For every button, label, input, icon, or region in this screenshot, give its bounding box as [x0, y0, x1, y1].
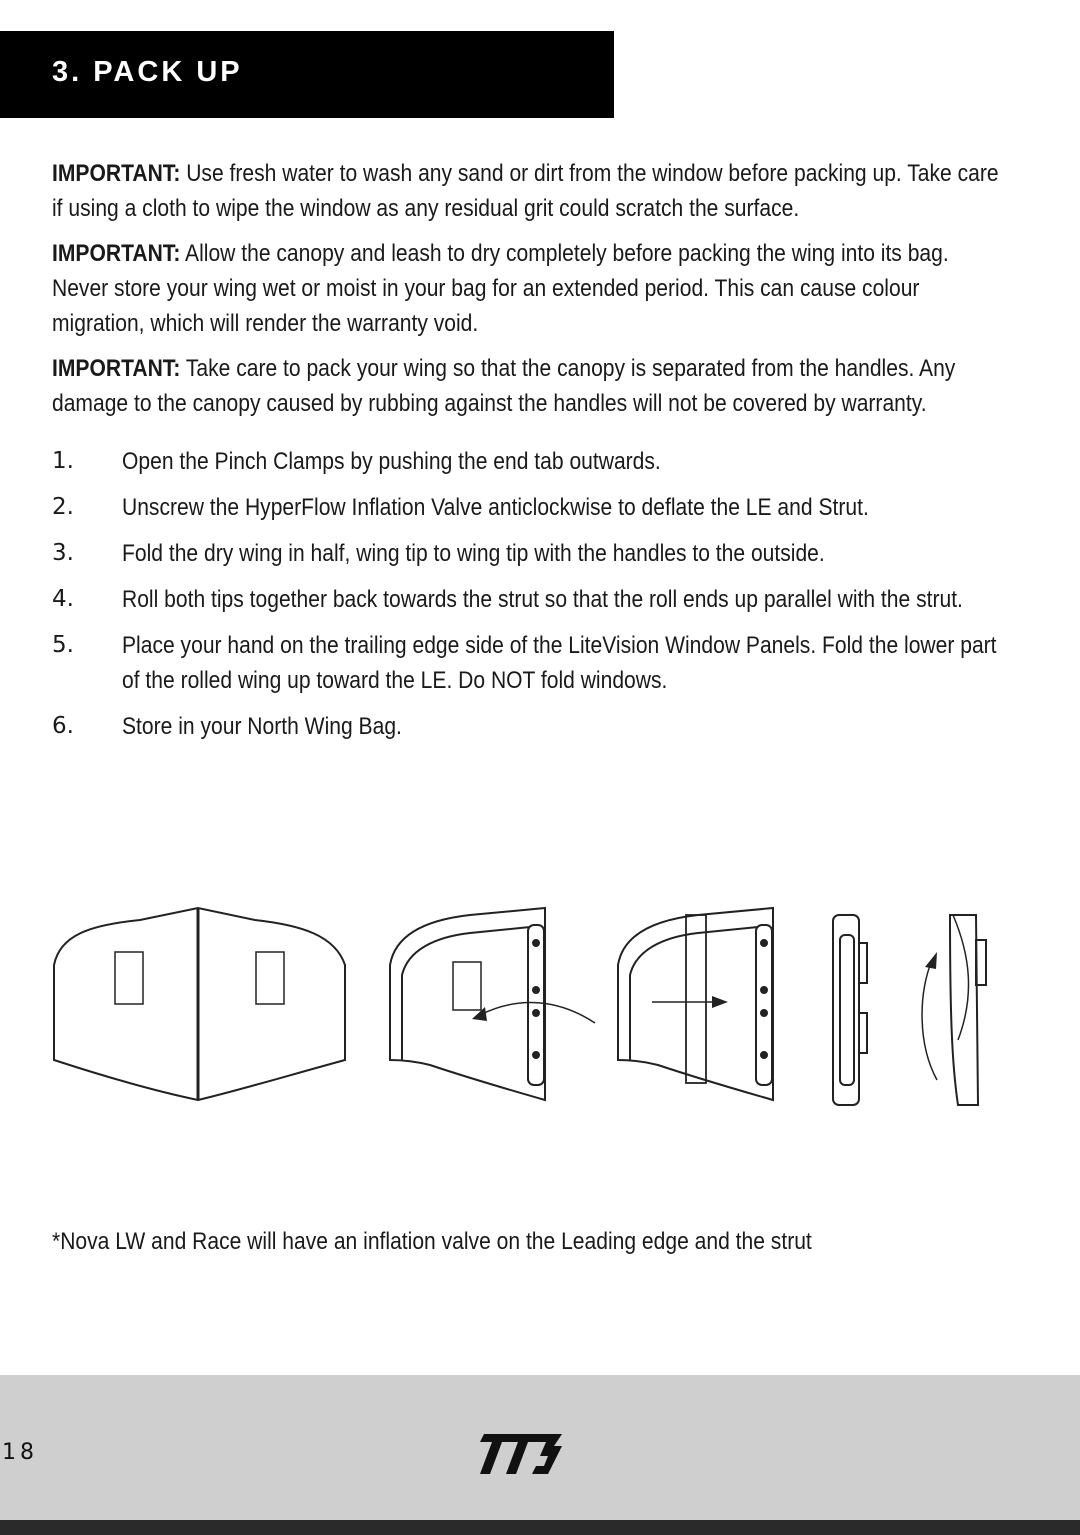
step-text: Unscrew the HyperFlow Inflation Valve anticlockwise to deflate the LE and Strut. — [122, 494, 869, 521]
important-note — [52, 156, 1007, 226]
wing-folded-figure — [390, 908, 595, 1100]
step-number: 3. — [52, 540, 74, 566]
note-label: IMPORTANT: — [52, 160, 181, 187]
important-note — [52, 236, 1007, 341]
step-text: Roll both tips together back towards the strut so that the roll ends up parallel with the strut. — [122, 586, 963, 613]
step-number: 1. — [52, 448, 74, 474]
note-text: Take care to pack your wing so that the canopy is separated from the handles. Any damage to the canopy caused by rubbing against the handles will not be covered by warranty. — [52, 355, 956, 417]
step-item — [52, 536, 1042, 571]
wing-bundle-figure — [833, 915, 867, 1105]
note-text: Use fresh water to wash any sand or dirt from the window before packing up. Take care if using a cloth to wipe the window as any residual grit could scratch the surface. — [52, 160, 999, 222]
step-item — [52, 490, 1042, 525]
step-text: Place your hand on the trailing edge side of the LiteVision Window Panels. Fold the lower part of the rolled wing up toward the LE. Do NOT fold windows. — [122, 632, 997, 694]
step-item — [52, 628, 1042, 698]
north-logo-icon — [474, 1428, 566, 1480]
wing-final-fold-figure — [922, 915, 986, 1105]
step-text: Fold the dry wing in half, wing tip to wing tip with the handles to the outside. — [122, 540, 825, 567]
step-number: 4. — [52, 586, 74, 612]
wing-flat-figure — [54, 908, 345, 1100]
pack-up-illustration — [40, 895, 1040, 1115]
footer-strip — [0, 1520, 1080, 1535]
page-number: 18 — [2, 1440, 38, 1465]
step-number: 5. — [52, 632, 74, 658]
section-title: 3. PACK UP — [52, 56, 243, 88]
note-label: IMPORTANT: — [52, 355, 181, 382]
important-notes — [52, 156, 1012, 431]
step-item — [52, 444, 1042, 479]
step-item — [52, 709, 1042, 744]
footnote: *Nova LW and Race will have an inflation valve on the Leading edge and the strut — [52, 1228, 812, 1255]
step-number: 6. — [52, 713, 74, 739]
note-text: Allow the canopy and leash to dry completely before packing the wing into its bag. Never store your wing wet or moist in your bag for an extended period. This can cause colour migration, which will render the warranty void. — [52, 240, 949, 337]
step-number: 2. — [52, 494, 74, 520]
step-text: Store in your North Wing Bag. — [122, 713, 402, 740]
step-text: Open the Pinch Clamps by pushing the end tab outwards. — [122, 448, 661, 475]
pack-up-steps — [52, 444, 1042, 755]
step-item — [52, 582, 1042, 617]
important-note — [52, 351, 1007, 421]
wing-rolled-figure — [618, 908, 773, 1100]
note-label: IMPORTANT: — [52, 240, 181, 267]
